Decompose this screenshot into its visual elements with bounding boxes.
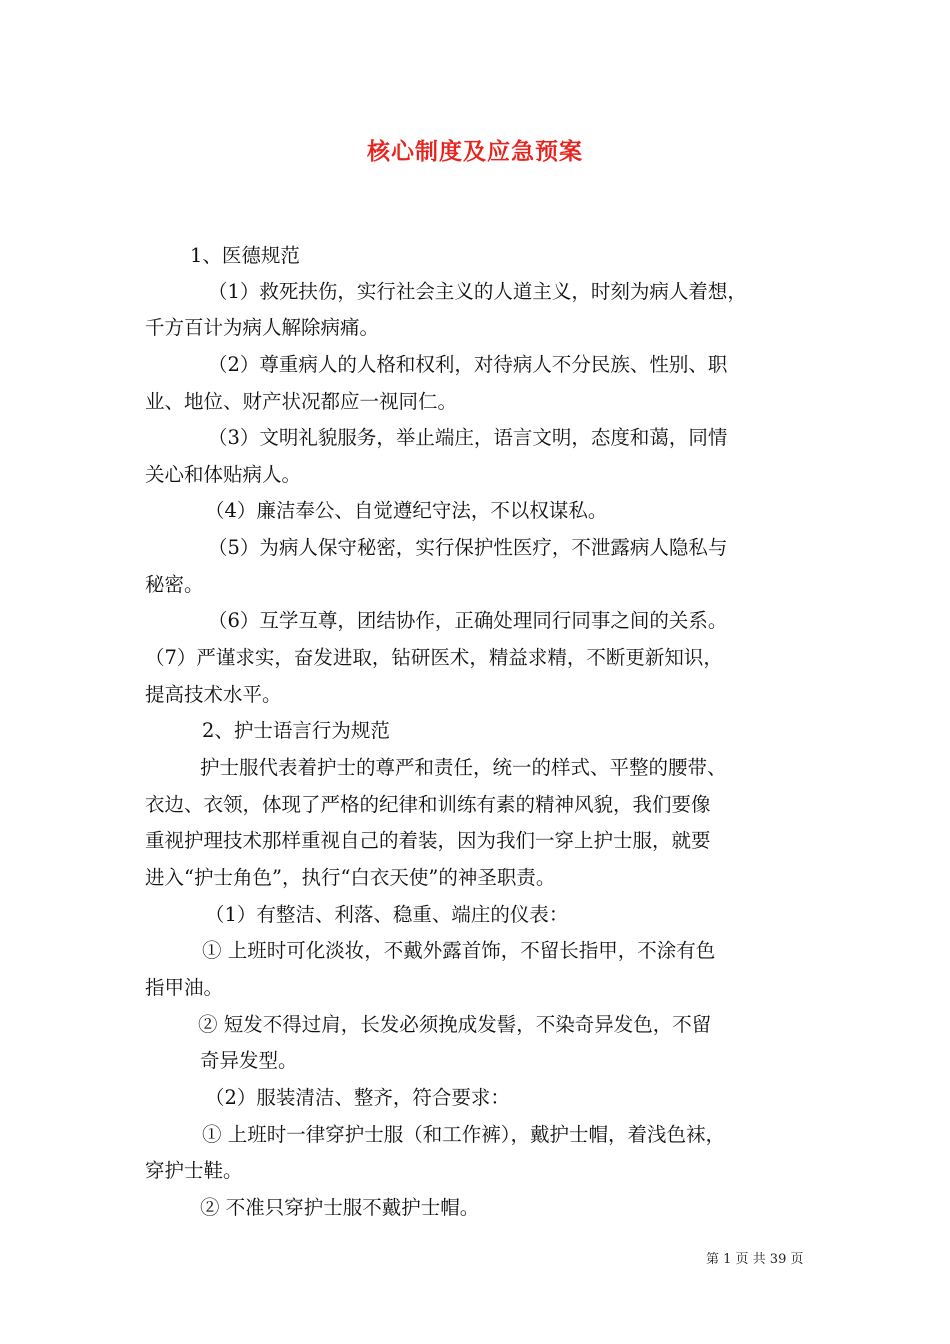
paragraph-line: ① 上班时一律穿护士服（和工作裤），戴护士帽，着浅色袜，	[202, 1123, 725, 1146]
paragraph-line: （7）严谨求实，奋发进取，钻研医术，精益求精，不断更新知识，	[145, 646, 723, 669]
paragraph-line: （1）救死扶伤，实行社会主义的人道主义，时刻为病人着想，	[208, 280, 747, 303]
document-title: 核心制度及应急预案	[367, 138, 583, 165]
paragraph-line: ① 上班时可化淡妆，不戴外露首饰，不留长指甲，不涂有色	[202, 939, 716, 962]
page-number: 第 1 页 共 39 页	[706, 1252, 804, 1267]
paragraph-line: 护士服代表着护士的尊严和责任，统一的样式、平整的腰带、	[200, 756, 727, 779]
paragraph-line: （2）服装清洁、整齐，符合要求：	[205, 1086, 510, 1109]
paragraph-line: 进入“护士角色”，执行“白衣天使”的神圣职责。	[145, 866, 556, 889]
paragraph-line: 重视护理技术那样重视自己的着装，因为我们一穿上护士服，就要	[145, 829, 711, 852]
paragraph-line: （2）尊重病人的人格和权利，对待病人不分民族、性别、职	[208, 353, 728, 376]
paragraph-line: 关心和体贴病人。	[145, 463, 302, 486]
paragraph-line: 千方百计为病人解除病痛。	[145, 316, 380, 339]
paragraph-line: （6）互学互尊，团结协作，正确处理同行同事之间的关系。	[208, 609, 728, 632]
paragraph-line: 业、地位、财产状况都应一视同仁。	[145, 390, 458, 413]
paragraph-line: 1、医德规范	[190, 244, 300, 267]
paragraph-line: 指甲油。	[145, 976, 224, 999]
paragraph-line: （5）为病人保守秘密，实行保护性医疗，不泄露病人隐私与	[208, 536, 728, 559]
paragraph-line: ② 不准只穿护士服不戴护士帽。	[200, 1196, 480, 1219]
paragraph-line: （3）文明礼貌服务，举止端庄，语言文明，态度和蔼，同情	[208, 426, 728, 449]
paragraph-line: 秘密。	[145, 573, 204, 596]
paragraph-line: （1）有整洁、利落、稳重、端庄的仪表：	[205, 903, 569, 926]
paragraph-line: ② 短发不得过肩，长发必须挽成发髻，不染奇异发色，不留	[198, 1013, 712, 1036]
paragraph-line: 衣边、衣领，体现了严格的纪律和训练有素的精神风貌，我们要像	[145, 793, 711, 816]
paragraph-line: 提高技术水平。	[145, 683, 282, 706]
paragraph-line: 2、护士语言行为规范	[202, 719, 390, 742]
paragraph-line: 奇异发型。	[200, 1049, 298, 1072]
paragraph-line: （4）廉洁奉公、自觉遵纪守法，不以权谋私。	[205, 499, 608, 522]
paragraph-line: 穿护士鞋。	[145, 1159, 243, 1182]
